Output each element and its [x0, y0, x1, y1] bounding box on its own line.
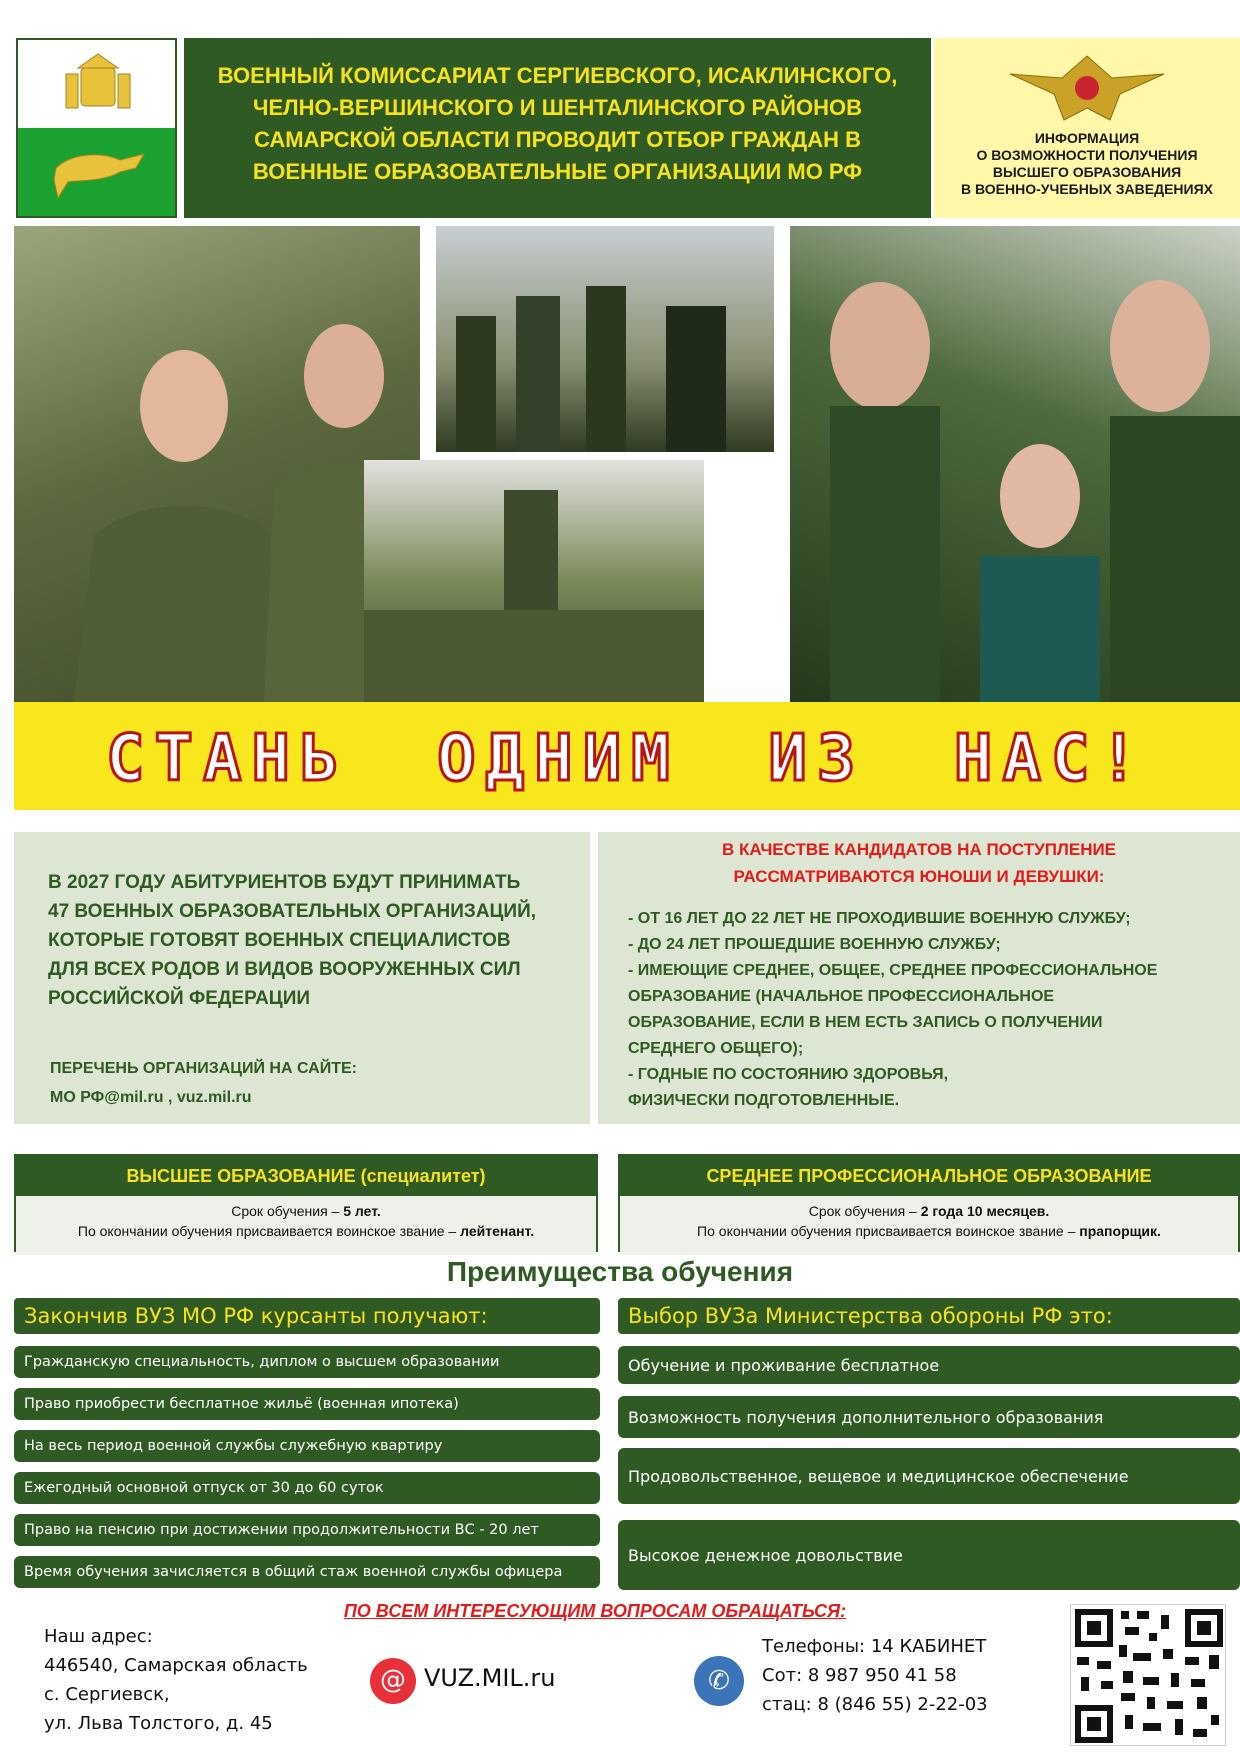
- address-line: Наш адрес:: [44, 1626, 153, 1647]
- admission-info-line: КОТОРЫЕ ГОТОВЯТ ВОЕННЫХ СПЕЦИАЛИСТОВ: [48, 930, 511, 951]
- ministry-eagle-emblem: [934, 38, 1240, 128]
- info-caption: [934, 130, 1240, 198]
- graduate-benefit-item: На весь период военной службы служебную квартиру: [14, 1430, 600, 1462]
- requirement-line: - ОТ 16 ЛЕТ ДО 22 ЛЕТ НЕ ПРОХОДИВШИЕ ВОЕННУЮ СЛУЖБУ;: [628, 910, 1131, 927]
- address-line: 446540, Самарская область: [44, 1655, 308, 1676]
- slogan-banner: [14, 702, 1240, 810]
- graduate-benefit-item: Время обучения зачисляется в общий стаж военной службы офицера: [14, 1556, 600, 1588]
- admission-info-text: [48, 868, 568, 1013]
- graduate-benefit-item: Гражданскую специальность, диплом о высшем образовании: [14, 1346, 600, 1378]
- qr-code-pattern: [1071, 1605, 1227, 1747]
- organizations-list-info: [50, 1054, 570, 1112]
- admission-info-line: 47 ВОЕННЫХ ОБРАЗОВАТЕЛЬНЫХ ОРГАНИЗАЦИЙ,: [48, 901, 537, 922]
- info-box: [934, 38, 1240, 218]
- photo-cadets-classroom: [14, 226, 420, 702]
- candidates-requirements: [628, 906, 1228, 1114]
- graduates-benefits-header: Закончив ВУЗ МО РФ курсанты получают:: [14, 1298, 600, 1334]
- info-line: В ВОЕННО-УЧЕБНЫХ ЗАВЕДЕНИЯХ: [961, 181, 1213, 197]
- rank-label: По окончании обучения присваивается воинское звание –: [697, 1223, 1080, 1239]
- requirement-line: ОБРАЗОВАНИЕ, ЕСЛИ В НЕМ ЕСТЬ ЗАПИСЬ О ПОЛУЧЕНИИ: [628, 1014, 1103, 1031]
- graduate-benefit-item: Ежегодный основной отпуск от 30 до 60 суток: [14, 1472, 600, 1504]
- photo-cadets-salute: [790, 226, 1240, 702]
- header-title-line: ЧЕЛНО-ВЕРШИНСКОГО И ШЕНТАЛИНСКОГО РАЙОНОВ: [253, 95, 862, 120]
- organizations-list-label: ПЕРЕЧЕНЬ ОРГАНИЗАЦИЙ НА САЙТЕ:: [50, 1060, 357, 1077]
- requirement-line: ОБРАЗОВАНИЕ (НАЧАЛЬНОЕ ПРОФЕССИОНАЛЬНОЕ: [628, 988, 1055, 1005]
- admission-info-line: ДЛЯ ВСЕХ РОДОВ И ВИДОВ ВООРУЖЕННЫХ СИЛ: [48, 959, 521, 980]
- admission-info-line: В 2027 ГОДУ АБИТУРИЕНТОВ БУДУТ ПРИНИМАТЬ: [48, 872, 521, 893]
- phone-line[interactable]: стац: 8 (846 55) 2-22-03: [762, 1694, 988, 1715]
- info-line: ВЫСШЕГО ОБРАЗОВАНИЯ: [992, 164, 1182, 180]
- header-title-line: САМАРСКОЙ ОБЛАСТИ ПРОВОДИТ ОТБОР ГРАЖДАН В: [254, 127, 861, 152]
- phone-line[interactable]: Сот: 8 987 950 41 58: [762, 1665, 957, 1686]
- rank-label: По окончании обучения присваивается воинское звание –: [77, 1223, 461, 1239]
- ministry-benefit-item: Продовольственное, вещевое и медицинское обеспечение: [618, 1448, 1240, 1504]
- candidates-title-line: РАССМАТРИВАЮТСЯ ЮНОШИ И ДЕВУШКИ:: [733, 867, 1105, 886]
- header-title: [184, 60, 931, 188]
- vocational-education-details: [620, 1196, 1238, 1255]
- cadets-silhouettes: [14, 226, 420, 702]
- photo-cadets-hangar: [436, 226, 774, 452]
- ministry-benefit-item: Высокое денежное довольствие: [618, 1520, 1240, 1590]
- admission-info-panel: [14, 832, 590, 1124]
- admission-info-line: РОССИЙСКОЙ ФЕДЕРАЦИИ: [48, 988, 311, 1009]
- requirement-line: - ДО 24 ЛЕТ ПРОШЕДШИЕ ВОЕННУЮ СЛУЖБУ;: [628, 936, 1001, 953]
- requirement-line: - ГОДНЫЕ ПО СОСТОЯНИЮ ЗДОРОВЬЯ,: [628, 1066, 949, 1083]
- address-line: с. Сергиевск,: [44, 1684, 170, 1705]
- phone-line: Телефоны: 14 КАБИНЕТ: [762, 1636, 987, 1657]
- header-title-line: ВОЕННЫЙ КОМИССАРИАТ СЕРГИЕВСКОГО, ИСАКЛИНСКОГО,: [217, 63, 898, 88]
- info-line: О ВОЗМОЖНОСТИ ПОЛУЧЕНИЯ: [976, 147, 1198, 163]
- rank-value: лейтенант.: [460, 1223, 535, 1239]
- website-link[interactable]: VUZ.MIL.ru: [424, 1664, 556, 1692]
- term-value: 5 лет.: [343, 1203, 381, 1219]
- contact-title: ПО ВСЕМ ИНТЕРЕСУЮЩИМ ВОПРОСАМ ОБРАЩАТЬСЯ:: [343, 1601, 847, 1621]
- vocational-education-title: СРЕДНЕЕ ПРОФЕССИОНАЛЬНОЕ ОБРАЗОВАНИЕ: [620, 1156, 1238, 1196]
- graduate-benefit-item: Право на пенсию при достижении продолжительности ВС - 20 лет: [14, 1514, 600, 1546]
- term-value: 2 года 10 месяцев.: [920, 1203, 1050, 1219]
- phones-block: [762, 1632, 1062, 1719]
- header-title-line: ВОЕННЫЕ ОБРАЗОВАТЕЛЬНЫЕ ОРГАНИЗАЦИИ МО РФ: [252, 159, 863, 184]
- ministry-benefit-item: Обучение и проживание бесплатное: [618, 1346, 1240, 1384]
- coat-of-arms-image: [18, 40, 177, 218]
- address-block: [44, 1622, 364, 1738]
- requirement-line: ФИЗИЧЕСКИ ПОДГОТОВЛЕННЫЕ.: [628, 1092, 900, 1109]
- info-line: ИНФОРМАЦИЯ: [1034, 130, 1140, 146]
- slogan-text: СТАНЬ ОДНИМ ИЗ НАС!: [105, 722, 1149, 796]
- higher-education-details: [16, 1196, 596, 1255]
- qr-code[interactable]: [1070, 1604, 1226, 1746]
- lecture-silhouettes: [364, 460, 704, 702]
- graduate-benefit-item: Право приобрести бесплатное жильё (военная ипотека): [14, 1388, 600, 1420]
- ministry-benefit-item: Возможность получения дополнительного образования: [618, 1396, 1240, 1438]
- requirement-line: - ИМЕЮЩИЕ СРЕДНЕЕ, ОБЩЕЕ, СРЕДНЕЕ ПРОФЕССИОНАЛЬНОЕ: [628, 962, 1158, 979]
- requirement-line: СРЕДНЕГО ОБЩЕГО);: [628, 1040, 804, 1057]
- header-banner: [184, 38, 931, 218]
- address-line: ул. Льва Толстого, д. 45: [44, 1713, 273, 1734]
- advantages-title: Преимущества обучения: [446, 1256, 794, 1287]
- organizations-sites[interactable]: МО РФ@mil.ru , vuz.mil.ru: [50, 1089, 252, 1106]
- rank-value: прапорщик.: [1079, 1223, 1161, 1239]
- at-sign-icon: @: [370, 1658, 416, 1704]
- vocational-education-box: [618, 1154, 1240, 1252]
- higher-education-title: ВЫСШЕЕ ОБРАЗОВАНИЕ (специалитет): [16, 1156, 596, 1196]
- higher-education-box: [14, 1154, 598, 1252]
- candidates-title: [598, 836, 1240, 890]
- saluting-cadets-silhouettes: [790, 226, 1240, 702]
- candidates-panel: [598, 832, 1240, 1124]
- ministry-benefits-header: Выбор ВУЗа Министерства обороны РФ это:: [618, 1298, 1240, 1334]
- term-label: Срок обучения –: [231, 1203, 344, 1219]
- phone-icon: ✆: [694, 1656, 744, 1706]
- district-coat-of-arms: [16, 38, 177, 218]
- photo-cadets-lecture: [364, 460, 704, 702]
- term-label: Срок обучения –: [808, 1203, 921, 1219]
- candidates-title-line: В КАЧЕСТВЕ КАНДИДАТОВ НА ПОСТУПЛЕНИЕ: [721, 840, 1117, 859]
- cadets-group-silhouettes: [436, 226, 774, 452]
